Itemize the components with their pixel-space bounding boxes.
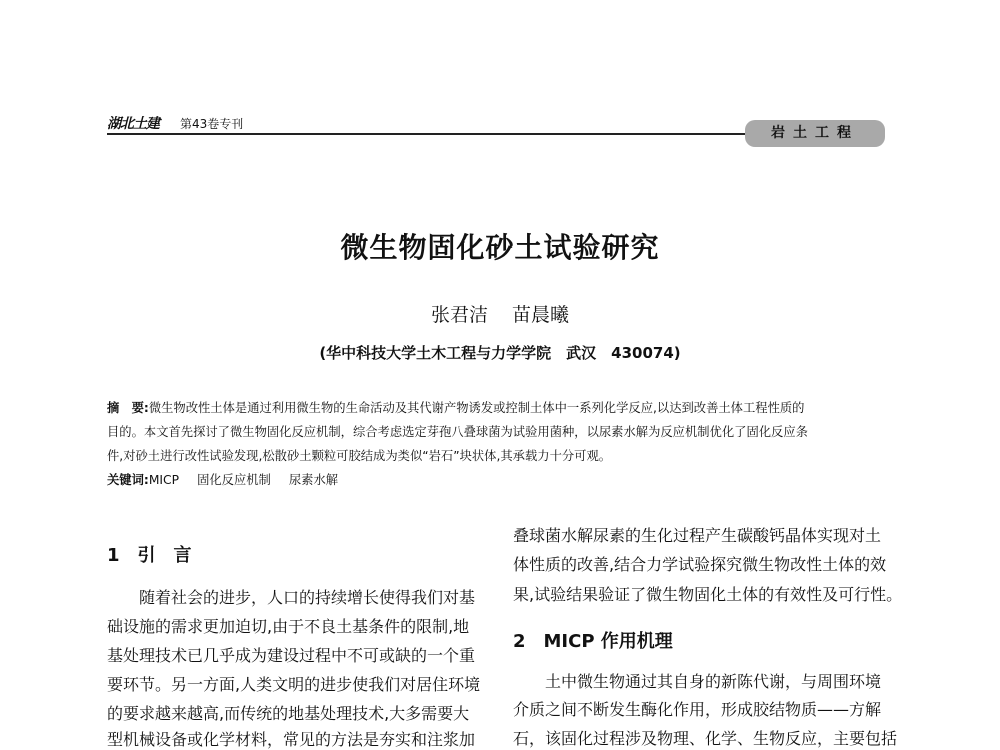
keyword: MICP [148,473,180,487]
left-column [107,0,497,749]
abstract-label: 摘 要: [107,401,149,415]
section-badge: 岩土工程 [745,120,885,147]
affiliation: (华中科技大学土木工程与力学学院 武汉 430074) [319,344,681,362]
body-line: 基处理技术已几乎成为建设过程中不可或缺的一个重 [107,646,476,665]
body-line: 果,试验结果验证了微生物固化土体的有效性及可行性。 [513,585,903,604]
author: 苗晨曦 [512,304,570,326]
abstract-text: 微生物改性土体是通过利用微生物的生命活动及其代谢产物诱发或控制土体中一系列化学反应,以达到改善土体工程性质的 [148,401,805,415]
section-heading: 2 MICP 作用机理 [513,631,673,652]
body-line: 石，该固化过程涉及物理、化学、生物反应，主要包括 [513,729,898,748]
abstract-line: 目的。本文首先探讨了微生物固化反应机制，综合考虑选定芽孢八叠球菌为试验用菌种，以尿素水解为反应机制优化了固化反应条 [107,425,808,439]
body-line: 型机械设备或化学材料，常见的方法是夯实和注浆加 [107,730,476,749]
keywords-label: 关键词: [107,473,149,487]
body-line: 的要求越来越高,而传统的地基处理技术,大多需要大 [107,704,470,723]
right-column [513,0,903,748]
keyword: 尿素水解 [288,473,339,487]
issue-label: 第43卷专刊 [180,117,244,131]
body-line: 础设施的需求更加迫切,由于不良土基条件的限制,地 [107,617,470,636]
author: 张君洁 [430,304,488,326]
body-line: 体性质的改善,结合力学试验探究微生物改性土体的效 [513,555,887,574]
paper-title: 微生物固化砂土试验研究 [340,231,660,264]
section-heading: 1 引 言 [107,545,192,566]
journal-name: 湖北土建 [107,116,159,132]
body-line: 土中微生物通过其自身的新陈代谢，与周围环境 [513,672,882,691]
abstract-line: 件,对砂土进行改性试验发现,松散砂土颗粒可胶结成为类似“岩石”块状体,其承载力十分可观。 [107,449,612,463]
body-line: 叠球菌水解尿素的生化过程产生碳酸钙晶体实现对土 [513,526,882,545]
body-line: 介质之间不断发生酶化作用，形成胶结物质——方解 [513,700,882,719]
body-line: 要环节。另一方面,人类文明的进步使我们对居住环境 [107,675,481,694]
keyword: 固化反应机制 [197,473,271,487]
body-line: 随着社会的进步，人口的持续增长使得我们对基 [107,588,476,607]
